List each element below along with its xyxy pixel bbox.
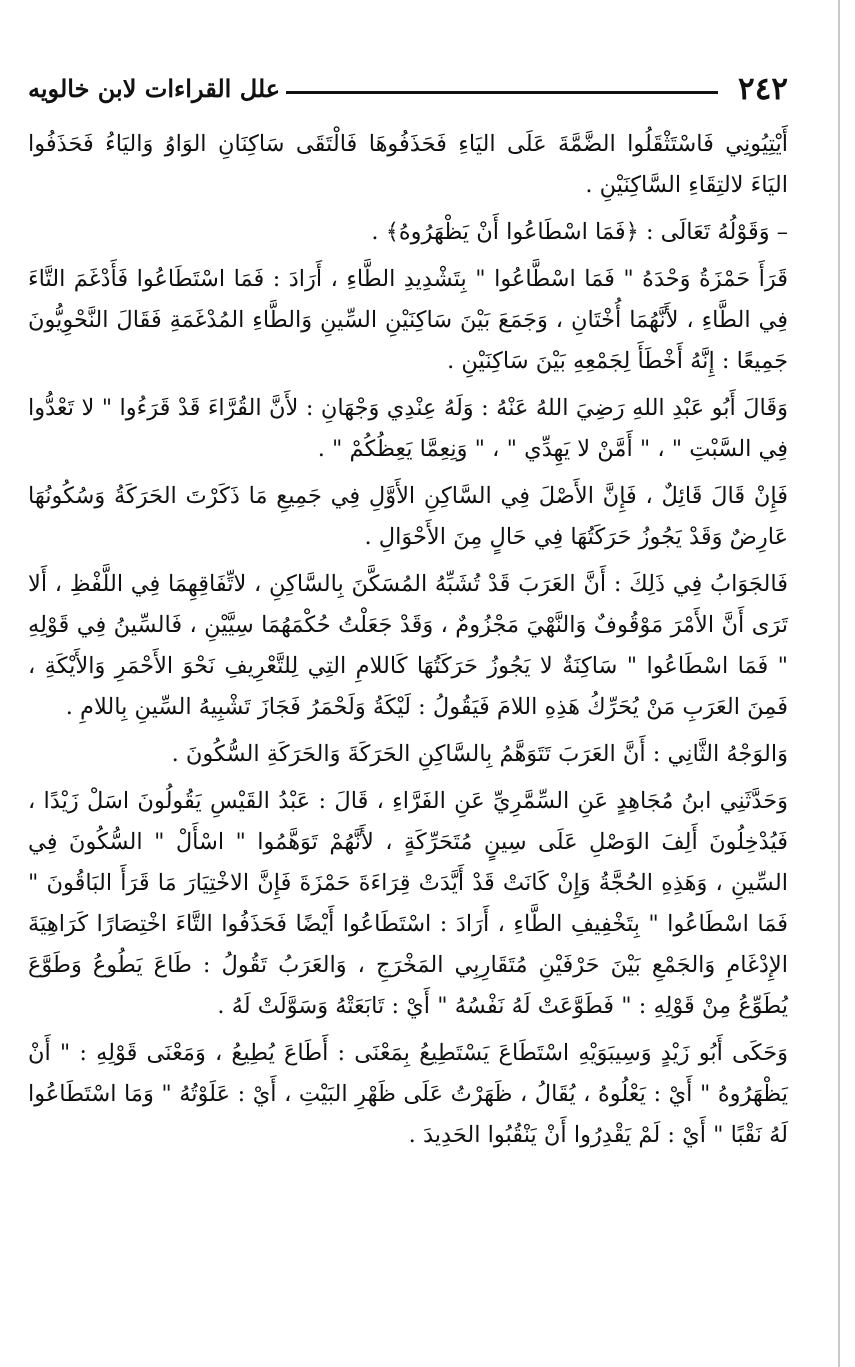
header-rule: [286, 91, 718, 94]
paragraph: فَالجَوَابُ فِي ذَلِكَ : أَنَّ العَرَبَ قَدْ تُشَبِّهُ المُسَكَّنَ بِالسَّاكِنِ ، لاتِّفَاقِهِمَا فِي اللَّفْظِ ، أَلا تَرَى أَنَّ الأَمْرَ مَوْقُوفٌ وَالنَّهْيَ مَجْزُومٌ ، وَقَدْ جَعَلْتُ حُكْمَهُمَا سِيَّيْنِ ، فَالسِّينُ فِي قَوْلِهِ " فَمَا اسْطَاعُوا " سَاكِنَةٌ لا يَجُوزُ حَرَكَتُهَا كَاللامِ التِي لِلتَّعْرِيفِ نَحْوَ الأَحْمَرِ وَالأَيْكَةِ ، فَمِنَ العَرَبِ مَنْ يُحَرِّكُ هَذِهِ اللامَ فَيَقُولُ : لَيْكَةُ وَلَحْمَرُ فَجَازَ تَشْبِيهُ السِّينِ بِاللامِ .: [28, 571, 788, 720]
book-spine-edge: [838, 0, 840, 1367]
paragraph: فَإِنْ قَالَ قَائِلٌ ، فَإِنَّ الأَصْلَ فِي السَّاكِنِ الأَوَّلِ فِي جَمِيعِ مَا ذَكَرْتَ الحَرَكَةُ وَسُكُونُهَا عَارِضٌ وَقَدْ يَجُوزُ حَرَكَتُهَا فِي حَالٍ مِنَ الأَحْوَالِ .: [28, 483, 788, 550]
running-title: علل القراءات لابن خالويه: [28, 74, 281, 103]
paragraph: أَيْتِيُونِي فَاسْتَثْقَلُوا الضَّمَّةَ عَلَى اليَاءِ فَحَذَفُوهَا فَالْتَقَى سَاكِنَانِ الوَاوُ وَاليَاءُ فَحَذَفُوا اليَاءَ لالتِقَاءِ السَّاكِنَيْنِ .: [28, 131, 788, 198]
paragraph: قَرَأَ حَمْزَةُ وَحْدَهُ " فَمَا اسْطَّاعُوا " بِتَشْدِيدِ الطَّاءِ ، أَرَادَ : فَمَا اسْتَطَاعُوا فَأَدْغَمَ التَّاءَ فِي الطَّاءِ ، لأَنَّهُمَا أُخْتَانِ ، وَجَمَعَ بَيْنَ سَاكِنَيْنِ السِّينِ وَالطَّاءِ المُدْغَمَةِ فَقَالَ النَّحْوِيُّونَ جَمِيعًا : إِنَّهُ أَخْطَأَ لِجَمْعِهِ بَيْنَ سَاكِنَيْنِ .: [28, 266, 788, 374]
paragraph: وَالوَجْهُ الثَّانِي : أَنَّ العَرَبَ تَتَوَهَّمُ بِالسَّاكِنِ الحَرَكَةَ وَالحَرَكَةِ السُّكُونَ .: [171, 741, 788, 767]
page-header: [28, 64, 788, 120]
page-body: [28, 124, 788, 1162]
paragraph: وَحَكَى أَبُو زَيْدٍ وَسِيبَوَيْهِ اسْتَطَاعَ يَسْتَطِيعُ بِمَعْنَى : أَطَاعَ يُطِيعُ ، وَمَعْنَى قَوْلِهِ : " أَنْ يَظْهَرُوهُ " أَيْ : يَعْلُوهُ ، يُقَالُ ، ظَهَرْتُ عَلَى ظَهْرِ البَيْتِ ، أَيْ : عَلَوْتُهُ " وَمَا اسْتَطَاعُوا لَهُ نَقْبًا " أَيْ : لَمْ يَقْدِرُوا أَنْ يَنْقُبُوا الحَدِيدَ .: [28, 1040, 788, 1148]
paragraph: وَقَالَ أَبُو عَبْدِ اللهِ رَضِيَ اللهُ عَنْهُ : وَلَهُ عِنْدِي وَجْهَانِ : لأَنَّ القُرَّاءَ قَدْ قَرَءُوا " لا تَعْدُّوا فِي السَّبْتِ " ، " أَمَّنْ لا يَهِدِّي " ، " وَنِعِمَّا يَعِظُكُمْ " .: [28, 395, 788, 462]
page-number: ٢٤٢: [738, 71, 788, 107]
paragraph: وَحَدَّثَنِي ابنُ مُجَاهِدٍ عَنِ السِّمَّرِيِّ عَنِ الفَرَّاءِ ، قَالَ : عَبْدُ القَيْسِ يَقُولُونَ اسَلْ زَيْدًا ، فَيُدْخِلُونَ أَلِفَ الوَصْلِ عَلَى سِينٍ مُتَحَرِّكَةٍ ، لأَنَّهُمْ تَوَهَّمُوا " اسْأَلْ " السُّكُونَ فِي السِّينِ ، وَهَذِهِ الحُجَّةُ وَإِنْ كَانَتْ قَدْ أَيَّدَتْ قِرَاءَةَ حَمْزَةَ فَإِنَّ الاخْتِيَارَ مَا قَرَأَ البَاقُونَ " فَمَا اسْطَاعُوا " بِتَخْفِيفِ الطَّاءِ ، أَرَادَ : اسْتَطَاعُوا أَيْضًا فَحَذَفُوا التَّاءَ اخْتِصَارًا كَرَاهِيَةَ الإِدْغَامِ وَالجَمْعِ بَيْنَ حَرْفَيْنِ مُتَقَارِبِي المَخْرَجِ ، وَالعَرَبُ تَقُولُ : طَاعَ يَطُوعُ وَطَوَّعَ يُطَوِّعُ مِنْ قَوْلِهِ : " فَطَوَّعَتْ لَهُ نَفْسُهُ " أَيْ : تَابَعَتْهُ وَسَوَّلَتْ لَهُ .: [28, 788, 788, 1019]
paragraph: – وَقَوْلُهُ تَعَالَى : ﴿فَمَا اسْطَاعُوا أَنْ يَظْهَرُوهُ﴾ .: [371, 219, 788, 245]
